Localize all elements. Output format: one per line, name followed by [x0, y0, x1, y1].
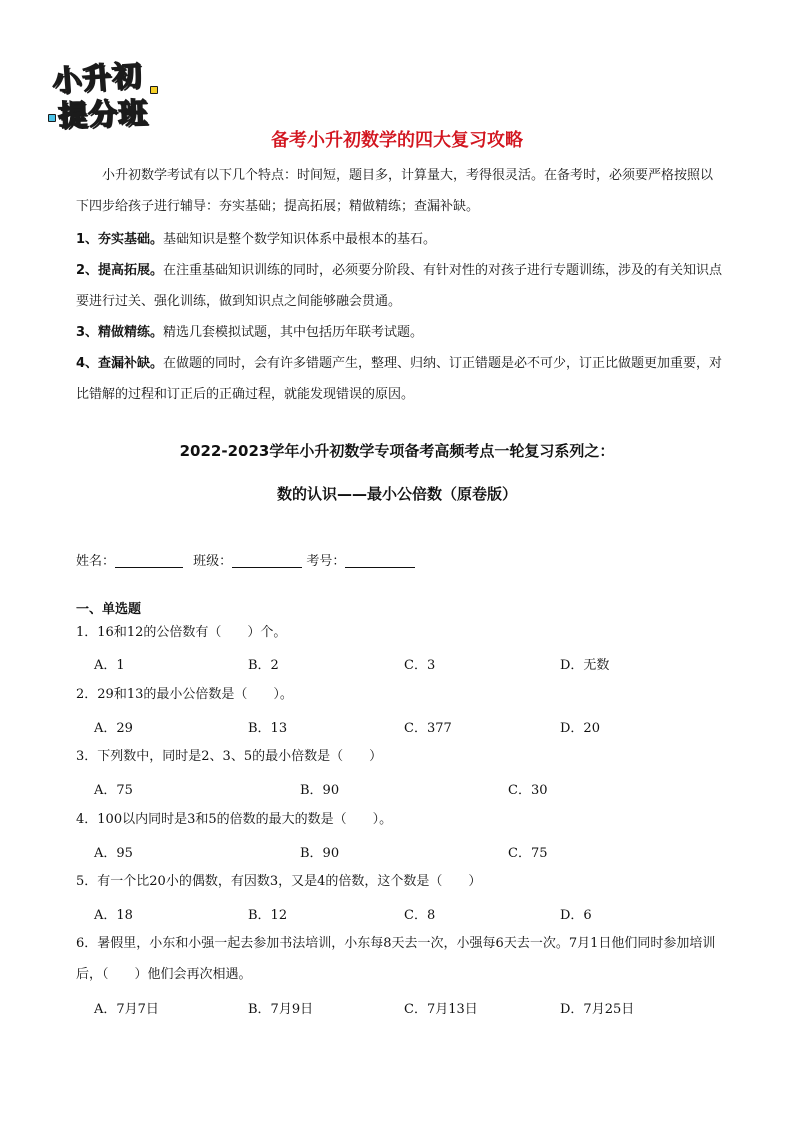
name-label: 姓名：	[76, 554, 116, 569]
worksheet-subtitle: 数的认识——最小公倍数（原卷版）	[276, 485, 517, 503]
option-a[interactable]: A．18	[94, 908, 133, 923]
tip-heading: 1、夯实基础。	[76, 232, 164, 247]
question-5: 5．有一个比20小的偶数，有因数3，又是4的倍数，这个数是（ ）	[76, 874, 482, 889]
tip-text: 基础知识是整个数学知识体系中最根本的基石。	[163, 232, 437, 247]
question-2: 2．29和13的最小公倍数是（ ）。	[76, 687, 293, 702]
option-c[interactable]: C．3	[404, 658, 436, 673]
logo-line-2: 提分班	[57, 95, 149, 133]
exam-number-blank[interactable]	[345, 553, 415, 568]
question-6: 6．暑假里，小东和小强一起去参加书法培训，小东每8天去一次，小强每6天去一次。7月1日他们同时参加培训后，（ ）他们会再次相遇。	[76, 936, 716, 982]
option-b[interactable]: B．90	[300, 846, 340, 861]
question-3-options	[94, 779, 734, 799]
question-4: 4．100以内同时是3和5的倍数的最大的数是（ ）。	[76, 812, 393, 827]
tip-heading: 2、提高拓展。	[76, 263, 164, 278]
main-title: 备考小升初数学的四大复习攻略	[271, 130, 523, 151]
option-a[interactable]: A．75	[94, 783, 133, 798]
exam-number-label: 考号：	[306, 554, 346, 569]
option-b[interactable]: B．2	[248, 658, 279, 673]
sparkle-icon	[48, 114, 56, 122]
sparkle-icon	[150, 86, 158, 94]
option-c[interactable]: C．75	[508, 846, 548, 861]
tip-text: 在注重基础知识训练的同时，必须要分阶段、有针对性的对孩子进行专题训练，涉及的有关知识点要进行过关、强化训练，做到知识点之间能够融会贯通。	[76, 263, 723, 309]
tip-text: 精选几套模拟试题，其中包括历年联考试题。	[163, 325, 424, 340]
question-6-options	[94, 998, 734, 1018]
option-c[interactable]: C．30	[508, 783, 548, 798]
option-a[interactable]: A．95	[94, 846, 133, 861]
tip-4	[76, 348, 724, 410]
logo	[46, 56, 164, 132]
question-2-options	[94, 717, 734, 737]
tip-2	[76, 255, 724, 317]
option-b[interactable]: B．90	[300, 783, 340, 798]
class-label: 班级：	[193, 554, 233, 569]
question-3: 3．下列数中，同时是2、3、5的最小倍数是（ ）	[76, 749, 383, 764]
option-d[interactable]: D．20	[560, 721, 600, 736]
option-b[interactable]: B．12	[248, 908, 288, 923]
question-5-options	[94, 904, 734, 924]
option-c[interactable]: C．7月13日	[404, 1002, 478, 1017]
option-a[interactable]: A．29	[94, 721, 133, 736]
option-b[interactable]: B．7月9日	[248, 1002, 314, 1017]
logo-line-1: 小升初	[51, 57, 144, 99]
option-d[interactable]: D．无数	[560, 658, 610, 673]
option-a[interactable]: A．1	[94, 658, 125, 673]
intro-paragraph: 小升初数学考试有以下几个特点：时间短，题目多，计算量大，考得很灵活。在备考时，必须要严格按照以下四步给孩子进行辅导：夯实基础；提高拓展；精做精练；查漏补缺。	[76, 168, 714, 214]
question-1-options	[94, 654, 734, 674]
tip-3	[76, 317, 724, 348]
worksheet-title: 2022-2023学年小升初数学专项备考高频考点一轮复习系列之：	[179, 442, 615, 460]
option-b[interactable]: B．13	[248, 721, 288, 736]
option-c[interactable]: C．8	[404, 908, 436, 923]
tip-1	[76, 224, 724, 255]
tip-heading: 4、查漏补缺。	[76, 356, 164, 371]
section-heading: 一、单选题	[76, 602, 142, 617]
option-c[interactable]: C．377	[404, 721, 452, 736]
option-a[interactable]: A．7月7日	[94, 1002, 159, 1017]
question-1: 1．16和12的公倍数有（ ）个。	[76, 625, 287, 640]
option-d[interactable]: D．7月25日	[560, 1002, 635, 1017]
name-blank[interactable]	[115, 553, 183, 568]
tip-heading: 3、精做精练。	[76, 325, 164, 340]
student-info	[76, 550, 415, 569]
option-d[interactable]: D．6	[560, 908, 592, 923]
question-4-options	[94, 842, 734, 862]
class-blank[interactable]	[232, 553, 302, 568]
tip-text: 在做题的同时，会有许多错题产生，整理、归纳、订正错题是必不可少，订正比做题更加重要，对比错解的过程和订正后的正确过程，就能发现错误的原因。	[76, 356, 723, 402]
